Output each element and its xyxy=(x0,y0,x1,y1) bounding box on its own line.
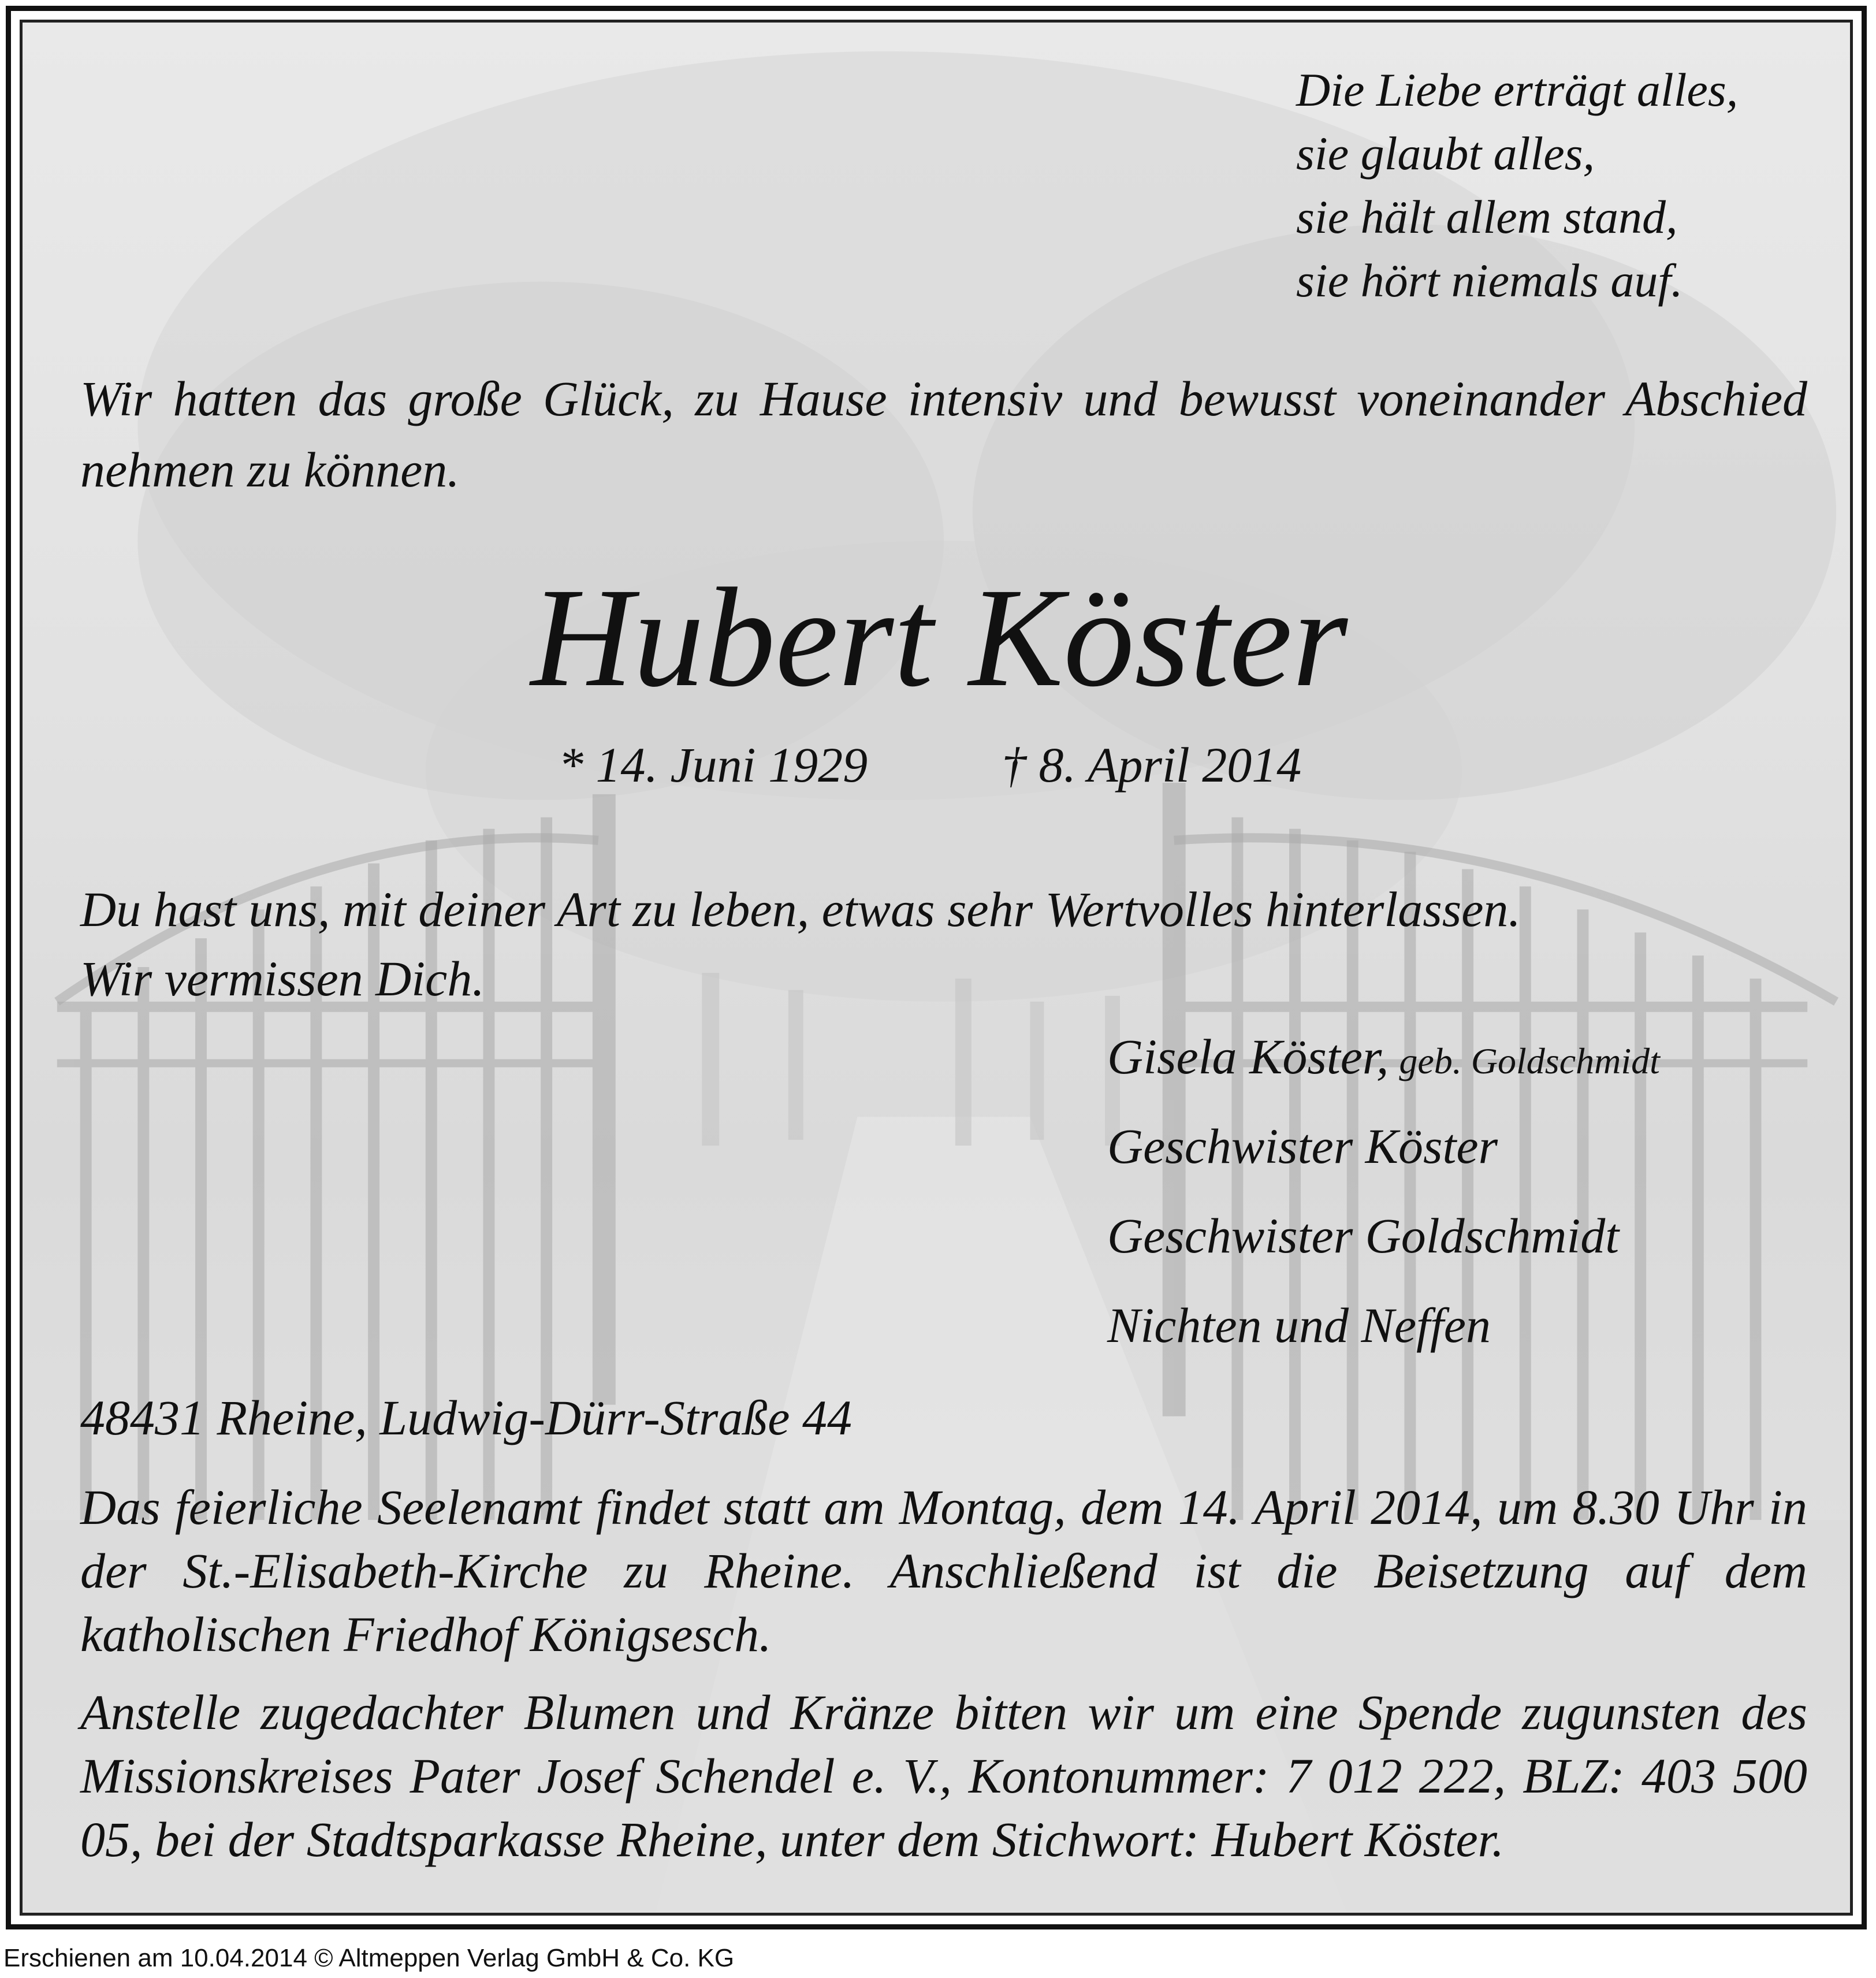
verse-line: sie hält allem stand, xyxy=(1296,191,1678,243)
mourner-siblings-koester: Geschwister Köster xyxy=(1107,1118,1498,1174)
death-date: † 8. April 2014 xyxy=(1002,737,1302,793)
verse-line: sie hört niemals auf. xyxy=(1296,254,1683,307)
intro-text: Wir hatten das große Glück, zu Hause intensiv und bewusst voneinander Abschied nehmen zu können. xyxy=(80,371,1807,497)
birth-date: * 14. Juni 1929 xyxy=(559,737,868,793)
notice-content xyxy=(23,23,1850,1913)
bible-verse xyxy=(1296,58,1738,313)
memory-line: Du hast uns, mit deiner Art zu leben, etwas sehr Wertvolles hinterlassen. xyxy=(80,882,1521,937)
mourner-siblings-goldschmidt: Geschwister Goldschmidt xyxy=(1107,1208,1620,1263)
verse-line: sie glaubt alles, xyxy=(1296,127,1595,180)
mourner-nieces-nephews: Nichten und Neffen xyxy=(1107,1297,1491,1353)
service-info: Das feierliche Seelenamt findet statt am Montag, dem 14. April 2014, um 8.30 Uhr in der St.-Elisabeth-Kirche zu Rheine. Anschließend ist die Beisetzung auf dem katholischen Friedhof Königsesch. xyxy=(80,1479,1807,1662)
deceased-name: Hubert Köster xyxy=(530,559,1348,716)
spouse-maiden-name: geb. Goldschmidt xyxy=(1399,1040,1660,1081)
spouse-name: Gisela Köster, xyxy=(1107,1029,1389,1084)
notice-panel xyxy=(20,20,1853,1916)
mourner-spouse xyxy=(1107,1028,1660,1090)
donation-info: Anstelle zugedachter Blumen und Kränze bitten wir um eine Spende zugunsten des Missionskreises Pater Josef Schendel e. V., Kontonummer: 7 012 222, BLZ: 403 500 05, bei der Stadtsparkasse Rheine, unter dem Stichwort: Hubert Köster. xyxy=(80,1685,1807,1867)
memory-line: Wir vermissen Dich. xyxy=(80,951,485,1006)
memory-text xyxy=(80,875,1813,1013)
address: 48431 Rheine, Ludwig-Dürr-Straße 44 xyxy=(80,1390,852,1445)
verse-line: Die Liebe erträgt alles, xyxy=(1296,64,1739,116)
publication-footer: Erschienen am 10.04.2014 © Altmeppen Verlag GmbH & Co. KG xyxy=(3,1944,735,1972)
